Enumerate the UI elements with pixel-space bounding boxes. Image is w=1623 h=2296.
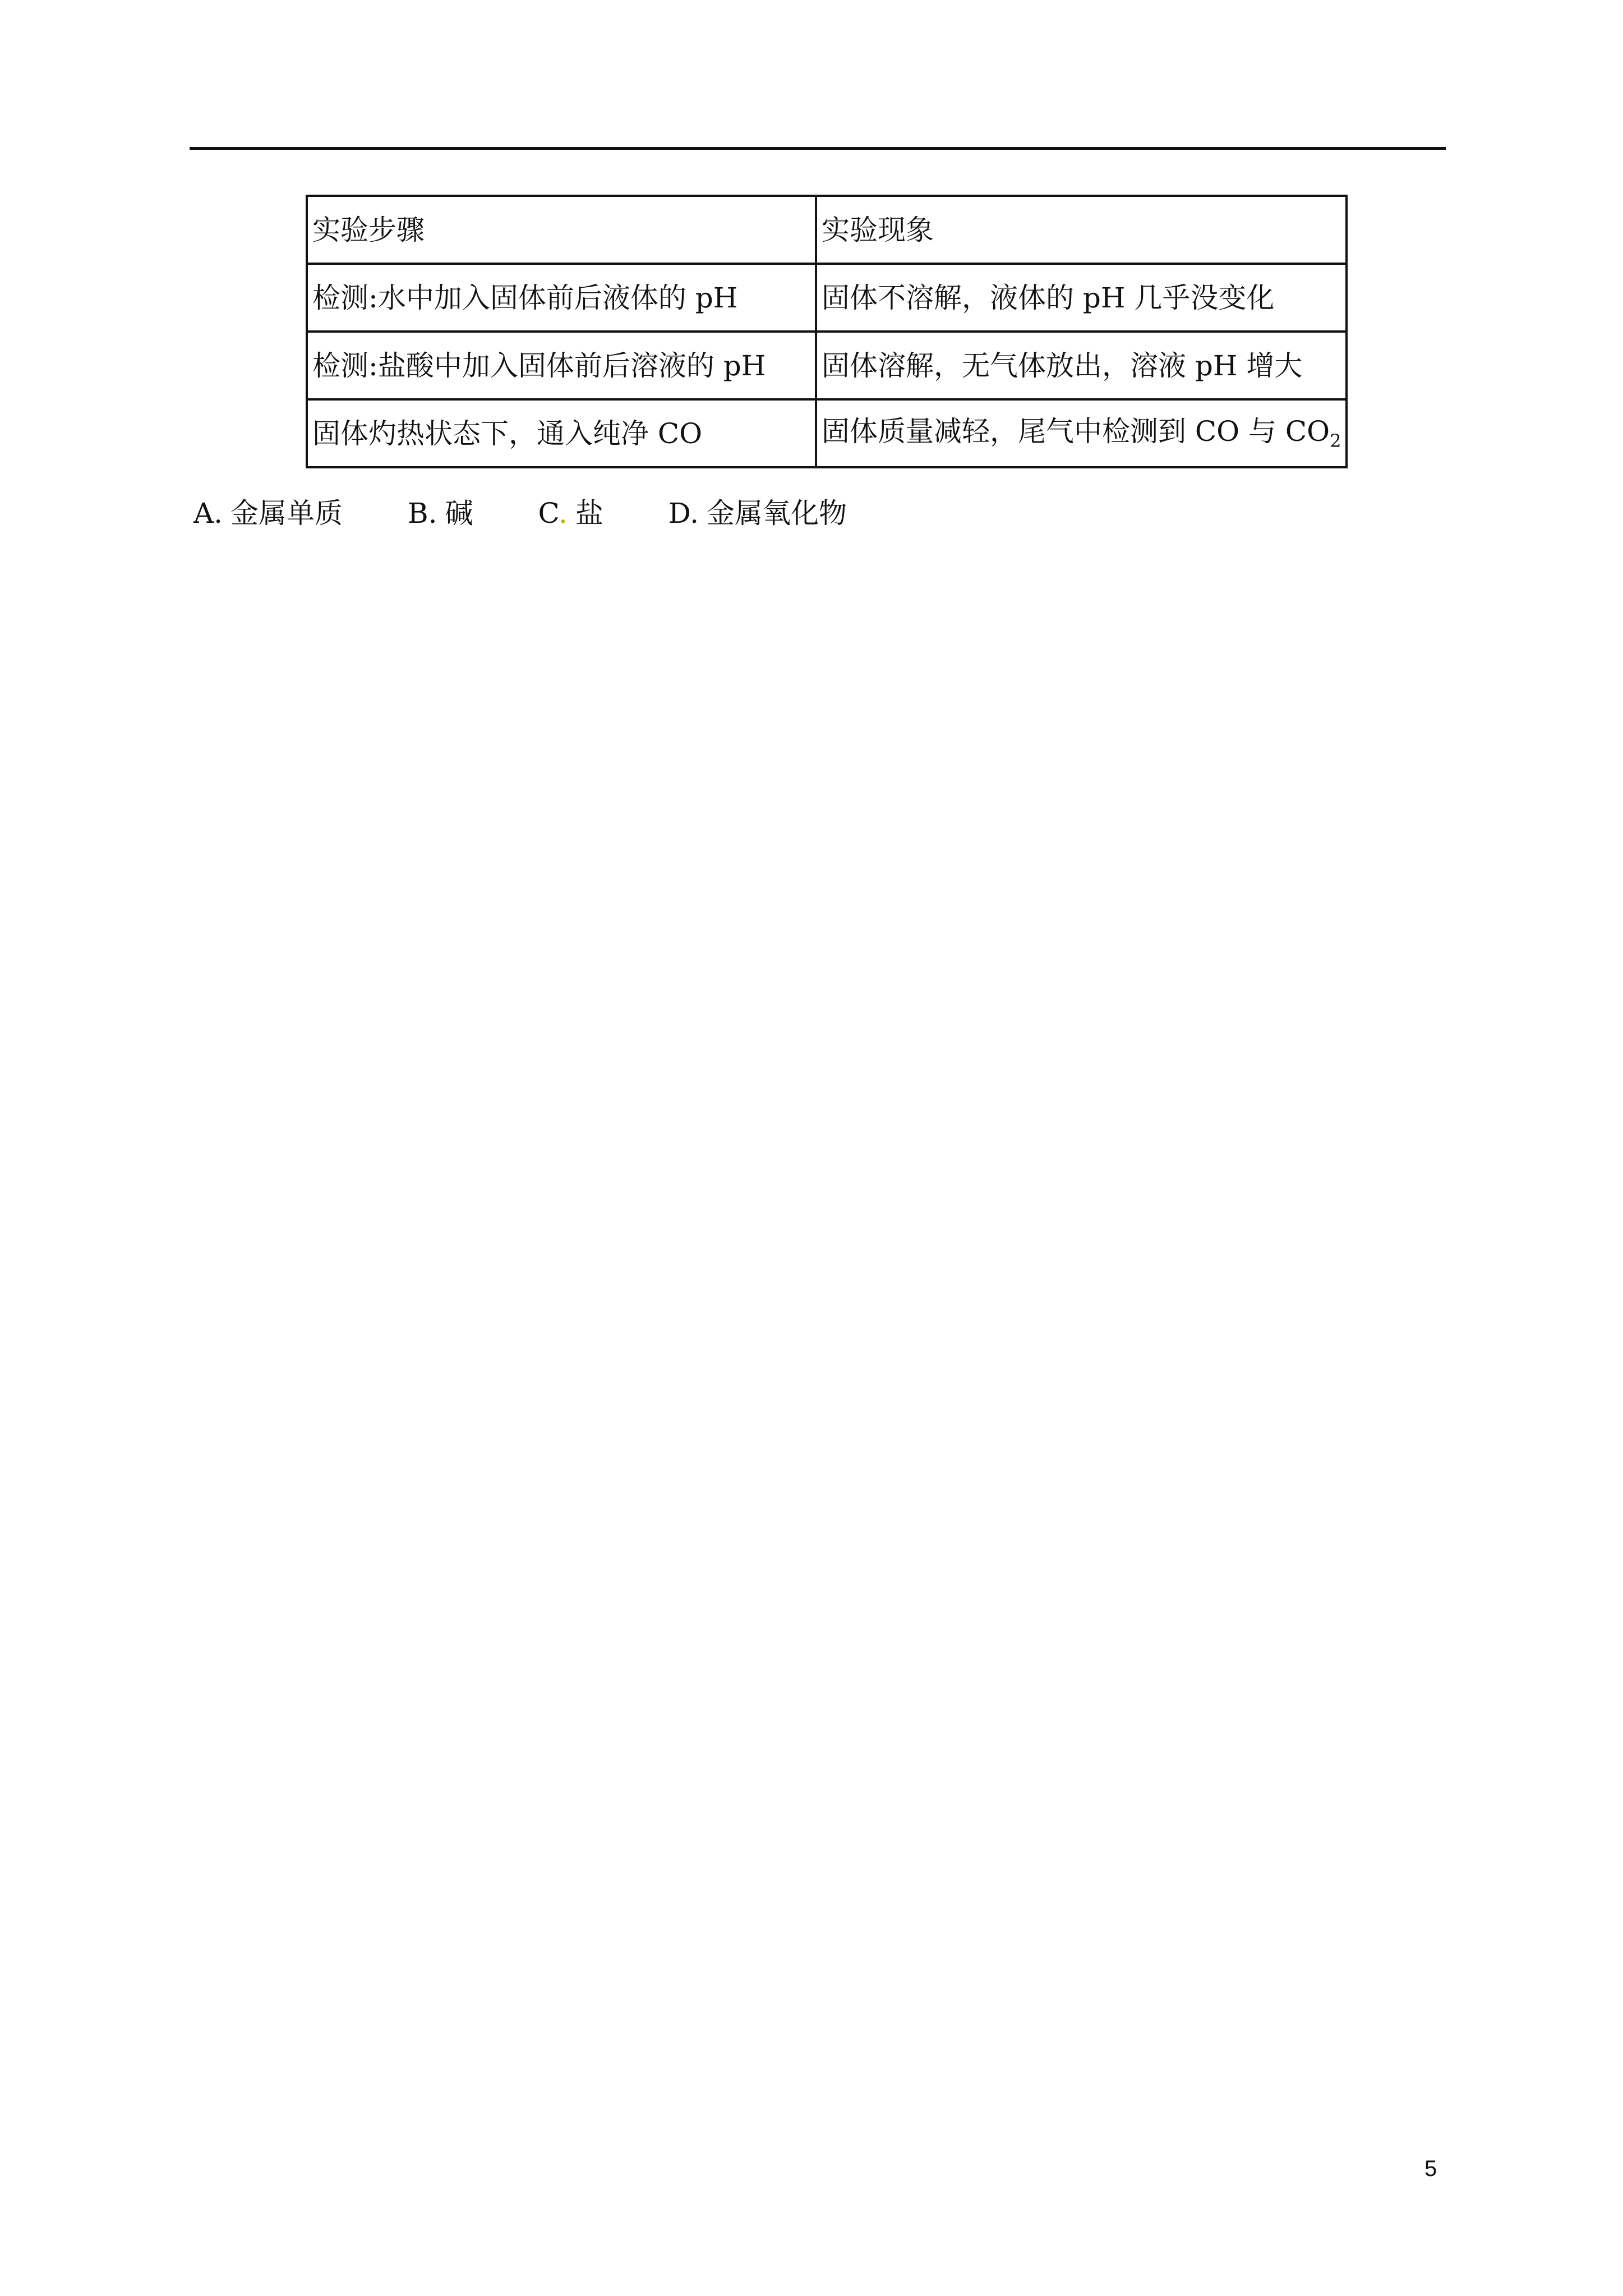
option-text: 金属氧化物 bbox=[707, 497, 847, 530]
option-a bbox=[193, 494, 343, 533]
option-separator: . bbox=[214, 497, 223, 530]
option-letter: D bbox=[668, 497, 690, 530]
table-row bbox=[307, 399, 1347, 467]
option-text: 盐 bbox=[575, 497, 603, 530]
header-rule bbox=[190, 147, 1446, 150]
header-step: 实验步骤 bbox=[307, 196, 816, 264]
step-cell: 检测:盐酸中加入固体前后溶液的 pH bbox=[307, 332, 816, 399]
option-letter: B bbox=[407, 497, 428, 530]
table-row bbox=[307, 332, 1347, 399]
option-separator: . bbox=[428, 497, 437, 530]
option-b bbox=[408, 494, 473, 533]
option-separator: . bbox=[690, 497, 699, 530]
page-number: 5 bbox=[1424, 2156, 1437, 2181]
answer-options bbox=[193, 494, 847, 533]
phenomenon-cell bbox=[816, 399, 1347, 467]
option-text: 金属单质 bbox=[230, 497, 343, 530]
option-separator: . bbox=[558, 497, 568, 530]
phenomenon-cell: 固体溶解，无气体放出，溶液 pH 增大 bbox=[816, 332, 1347, 399]
phenomenon-text: 固体质量减轻，尾气中检测到 CO 与 CO bbox=[822, 415, 1330, 448]
option-text: 碱 bbox=[445, 497, 473, 530]
table-row bbox=[307, 264, 1347, 332]
option-letter: C bbox=[538, 497, 559, 530]
table-header-row bbox=[307, 196, 1347, 264]
phenomenon-cell: 固体不溶解，液体的 pH 几乎没变化 bbox=[816, 264, 1347, 332]
step-cell: 固体灼热状态下，通入纯净 CO bbox=[307, 399, 816, 467]
step-cell: 检测:水中加入固体前后液体的 pH bbox=[307, 264, 816, 332]
option-c bbox=[538, 494, 603, 533]
header-phenomenon: 实验现象 bbox=[816, 196, 1347, 264]
subscript: 2 bbox=[1330, 430, 1341, 452]
experiment-table bbox=[306, 195, 1348, 468]
option-letter: A bbox=[193, 497, 214, 530]
option-d bbox=[668, 494, 847, 533]
